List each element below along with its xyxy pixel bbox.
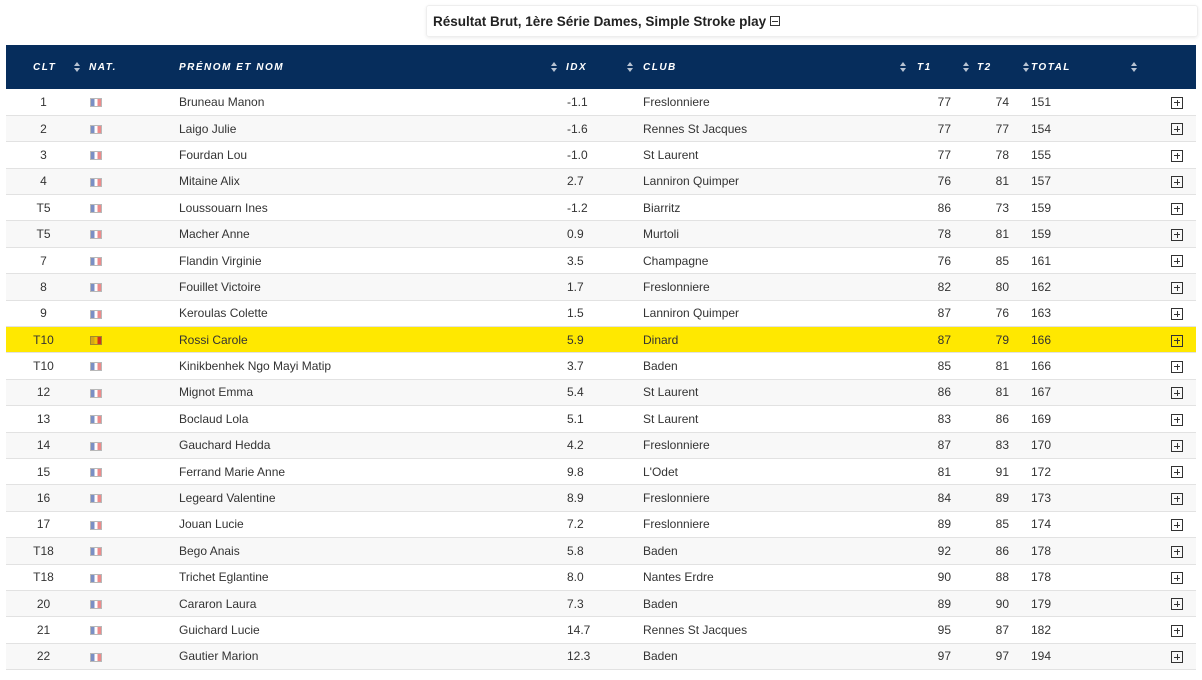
cell-t1: 76 bbox=[937, 174, 951, 189]
cell-actions bbox=[1101, 247, 1196, 273]
cell-nat bbox=[81, 247, 171, 273]
cell-t2: 91 bbox=[995, 464, 1009, 479]
expand-icon[interactable] bbox=[1171, 203, 1183, 215]
cell-name: Trichet Eglantine bbox=[179, 570, 269, 585]
table-row[interactable] bbox=[6, 221, 1196, 247]
cell-clt: 2 bbox=[40, 121, 47, 136]
cell-actions bbox=[1101, 379, 1196, 405]
cell-nat bbox=[81, 485, 171, 511]
cell-club: Murtoli bbox=[643, 227, 680, 242]
flag-icon bbox=[90, 98, 102, 107]
flag-icon bbox=[90, 547, 102, 556]
cell-clt: 1 bbox=[40, 94, 47, 109]
cell-t2: 81 bbox=[995, 359, 1009, 374]
cell-actions bbox=[1101, 485, 1196, 511]
cell-t2: 81 bbox=[995, 174, 1009, 189]
cell-nat bbox=[81, 617, 171, 643]
expand-icon[interactable] bbox=[1171, 572, 1183, 584]
cell-t2: 88 bbox=[995, 570, 1009, 585]
cell-t2: 87 bbox=[995, 623, 1009, 637]
cell-name: Fourdan Lou bbox=[179, 147, 248, 162]
expand-icon[interactable] bbox=[1171, 466, 1183, 478]
cell-club: Freslonniere bbox=[643, 94, 710, 109]
cell-total: 179 bbox=[1031, 596, 1052, 611]
cell-club: St Laurent bbox=[643, 147, 699, 162]
flag-icon bbox=[90, 230, 102, 239]
cell-total: 162 bbox=[1031, 279, 1052, 294]
cell-t1: 95 bbox=[937, 623, 951, 637]
cell-actions bbox=[1101, 511, 1196, 537]
cell-nat bbox=[81, 89, 171, 115]
table-row[interactable] bbox=[6, 643, 1196, 669]
table-row[interactable] bbox=[6, 564, 1196, 590]
cell-total: 154 bbox=[1031, 121, 1052, 136]
cell-total: 159 bbox=[1031, 200, 1052, 215]
col-header-total[interactable]: TOTAL bbox=[1031, 61, 1071, 73]
cell-total: 159 bbox=[1031, 227, 1052, 242]
cell-nat bbox=[81, 195, 171, 221]
cell-club: Biarritz bbox=[643, 200, 681, 215]
results-table bbox=[6, 45, 1196, 670]
cell-name: Guichard Lucie bbox=[179, 623, 260, 637]
flag-icon bbox=[90, 600, 102, 609]
expand-icon[interactable] bbox=[1171, 123, 1183, 135]
cell-club: Freslonniere bbox=[643, 438, 710, 453]
sort-icon[interactable] bbox=[1131, 62, 1137, 72]
cell-t1: 85 bbox=[937, 359, 951, 374]
cell-club: Baden bbox=[643, 543, 678, 558]
cell-t2: 80 bbox=[995, 279, 1009, 294]
cell-actions bbox=[1101, 590, 1196, 616]
cell-t1: 76 bbox=[937, 253, 951, 268]
cell-actions bbox=[1101, 643, 1196, 669]
cell-nat bbox=[81, 142, 171, 168]
col-header-nat[interactable]: NAT. bbox=[89, 61, 117, 73]
cell-t2: 90 bbox=[995, 596, 1009, 611]
col-header-name[interactable]: PRÉNOM ET NOM bbox=[171, 45, 557, 89]
cell-idx: 5.4 bbox=[567, 385, 584, 400]
cell-nat bbox=[81, 643, 171, 669]
cell-total: 163 bbox=[1031, 306, 1052, 321]
cell-clt: T10 bbox=[33, 359, 54, 374]
cell-t1: 90 bbox=[937, 570, 951, 585]
cell-nat bbox=[81, 327, 171, 353]
expand-icon[interactable] bbox=[1171, 255, 1183, 267]
cell-idx: 3.7 bbox=[567, 359, 584, 374]
cell-nat bbox=[81, 511, 171, 537]
cell-clt: 15 bbox=[36, 464, 51, 479]
cell-idx: 7.2 bbox=[567, 517, 584, 532]
cell-t1: 97 bbox=[937, 649, 951, 664]
cell-total: 166 bbox=[1031, 332, 1052, 347]
cell-actions bbox=[1101, 195, 1196, 221]
table-row[interactable] bbox=[6, 590, 1196, 616]
cell-t1: 84 bbox=[937, 491, 951, 506]
expand-icon[interactable] bbox=[1171, 335, 1183, 347]
cell-name: Cararon Laura bbox=[179, 596, 257, 611]
cell-club: St Laurent bbox=[643, 385, 699, 400]
cell-t1: 77 bbox=[937, 147, 951, 162]
table-row[interactable] bbox=[6, 406, 1196, 432]
flag-icon bbox=[90, 442, 102, 451]
cell-name: Keroulas Colette bbox=[179, 306, 268, 321]
cell-clt: 14 bbox=[36, 438, 51, 453]
table-row[interactable] bbox=[6, 274, 1196, 300]
cell-idx: 8.0 bbox=[567, 570, 584, 585]
expand-icon[interactable] bbox=[1171, 308, 1183, 320]
cell-t2: 86 bbox=[995, 411, 1009, 426]
cell-idx: 1.7 bbox=[567, 279, 584, 294]
cell-clt: 22 bbox=[36, 649, 51, 664]
cell-t1: 83 bbox=[937, 411, 951, 426]
flag-icon bbox=[90, 283, 102, 292]
flag-icon bbox=[90, 468, 102, 477]
cell-name: Fouillet Victoire bbox=[179, 279, 261, 294]
cell-nat bbox=[81, 353, 171, 379]
col-header-t2[interactable]: T2 bbox=[967, 45, 1027, 89]
cell-clt: 17 bbox=[36, 517, 51, 532]
cell-total: 178 bbox=[1031, 543, 1052, 558]
table-row[interactable] bbox=[6, 142, 1196, 168]
cell-t1: 86 bbox=[937, 385, 951, 400]
table-row[interactable] bbox=[6, 432, 1196, 458]
flag-icon bbox=[90, 257, 102, 266]
cell-t2: 83 bbox=[995, 438, 1009, 453]
table-row[interactable] bbox=[6, 538, 1196, 564]
cell-name: Laigo Julie bbox=[179, 121, 237, 136]
expand-icon[interactable] bbox=[1171, 651, 1183, 663]
cell-t2: 89 bbox=[995, 491, 1009, 506]
cell-idx: -1.6 bbox=[567, 121, 588, 136]
cell-total: 169 bbox=[1031, 411, 1052, 426]
expand-icon[interactable] bbox=[1171, 493, 1183, 505]
cell-nat bbox=[81, 458, 171, 484]
cell-t1: 92 bbox=[937, 543, 951, 558]
cell-t1: 81 bbox=[937, 464, 951, 479]
cell-actions bbox=[1101, 168, 1196, 194]
cell-clt: T5 bbox=[36, 200, 51, 215]
cell-clt: 4 bbox=[40, 174, 47, 189]
cell-idx: 0.9 bbox=[567, 227, 584, 242]
cell-nat bbox=[81, 115, 171, 141]
cell-total: 173 bbox=[1031, 491, 1052, 506]
cell-clt: 7 bbox=[40, 253, 47, 268]
cell-club: L'Odet bbox=[643, 464, 678, 479]
cell-actions bbox=[1101, 274, 1196, 300]
cell-club: Freslonniere bbox=[643, 279, 710, 294]
cell-total: 194 bbox=[1031, 649, 1052, 664]
expand-icon[interactable] bbox=[1171, 176, 1183, 188]
cell-total: 161 bbox=[1031, 253, 1052, 268]
cell-actions bbox=[1101, 406, 1196, 432]
cell-actions bbox=[1101, 89, 1196, 115]
cell-clt: T5 bbox=[36, 227, 51, 242]
flag-icon bbox=[90, 626, 102, 635]
cell-idx: 2.7 bbox=[567, 174, 584, 189]
cell-name: Mignot Emma bbox=[179, 385, 254, 400]
sort-icon[interactable] bbox=[627, 62, 633, 72]
flag-icon bbox=[90, 310, 102, 319]
cell-idx: 5.1 bbox=[567, 411, 584, 426]
cell-name: Ferrand Marie Anne bbox=[179, 464, 286, 479]
table-row[interactable] bbox=[6, 353, 1196, 379]
cell-t2: 77 bbox=[995, 121, 1009, 136]
table-row[interactable] bbox=[6, 458, 1196, 484]
cell-clt: 16 bbox=[36, 491, 51, 506]
expand-icon[interactable] bbox=[1171, 414, 1183, 426]
cell-actions bbox=[1101, 458, 1196, 484]
table-row[interactable] bbox=[6, 195, 1196, 221]
table-row[interactable] bbox=[6, 485, 1196, 511]
cell-idx: 8.9 bbox=[567, 491, 584, 506]
flag-icon bbox=[90, 653, 102, 662]
cell-name: Rossi Carole bbox=[179, 332, 248, 347]
cell-club: Lanniron Quimper bbox=[643, 174, 740, 189]
cell-nat bbox=[81, 168, 171, 194]
cell-idx: 12.3 bbox=[567, 649, 591, 664]
cell-nat bbox=[81, 590, 171, 616]
cell-idx: 1.5 bbox=[567, 306, 584, 321]
cell-name: Gauchard Hedda bbox=[179, 438, 271, 453]
cell-club: Freslonniere bbox=[643, 491, 710, 506]
cell-club: Baden bbox=[643, 649, 678, 664]
cell-t1: 86 bbox=[937, 200, 951, 215]
cell-t2: 97 bbox=[995, 649, 1009, 664]
cell-nat bbox=[81, 274, 171, 300]
cell-t2: 85 bbox=[995, 253, 1009, 268]
cell-actions bbox=[1101, 221, 1196, 247]
table-row[interactable] bbox=[6, 168, 1196, 194]
results-title-bar[interactable] bbox=[426, 5, 1198, 37]
cell-nat bbox=[81, 379, 171, 405]
cell-idx: 4.2 bbox=[567, 438, 584, 453]
cell-total: 167 bbox=[1031, 385, 1052, 400]
cell-actions bbox=[1101, 564, 1196, 590]
flag-icon bbox=[90, 336, 102, 345]
table-row[interactable] bbox=[6, 300, 1196, 326]
cell-t2: 79 bbox=[995, 332, 1009, 347]
cell-club: Dinard bbox=[643, 332, 679, 347]
cell-clt: 13 bbox=[36, 411, 51, 426]
cell-name: Bego Anais bbox=[179, 543, 240, 558]
flag-icon bbox=[90, 494, 102, 503]
cell-total: 151 bbox=[1031, 94, 1052, 109]
cell-actions bbox=[1101, 115, 1196, 141]
cell-actions bbox=[1101, 300, 1196, 326]
cell-nat bbox=[81, 538, 171, 564]
cell-nat bbox=[81, 221, 171, 247]
cell-t2: 78 bbox=[995, 147, 1009, 162]
cell-club: St Laurent bbox=[643, 411, 699, 426]
cell-t2: 81 bbox=[995, 385, 1009, 400]
cell-t1: 78 bbox=[937, 227, 951, 242]
cell-t1: 89 bbox=[937, 517, 951, 532]
expand-icon[interactable] bbox=[1171, 598, 1183, 610]
col-header-club[interactable]: CLUB bbox=[635, 45, 905, 89]
cell-name: Loussouarn Ines bbox=[179, 200, 268, 215]
cell-name: Flandin Virginie bbox=[179, 253, 262, 268]
cell-t2: 86 bbox=[995, 543, 1009, 558]
expand-icon[interactable] bbox=[1171, 97, 1183, 109]
cell-name: Macher Anne bbox=[179, 227, 250, 242]
table-row[interactable] bbox=[6, 247, 1196, 273]
col-header-idx[interactable]: IDX bbox=[557, 45, 635, 89]
collapse-icon[interactable] bbox=[770, 16, 780, 26]
cell-idx: -1.0 bbox=[567, 147, 588, 162]
cell-actions bbox=[1101, 432, 1196, 458]
flag-icon bbox=[90, 151, 102, 160]
expand-icon[interactable] bbox=[1171, 519, 1183, 531]
cell-total: 172 bbox=[1031, 464, 1052, 479]
cell-t1: 77 bbox=[937, 94, 951, 109]
cell-actions bbox=[1101, 353, 1196, 379]
flag-icon bbox=[90, 415, 102, 424]
cell-actions bbox=[1101, 142, 1196, 168]
cell-nat bbox=[81, 406, 171, 432]
cell-idx: 5.8 bbox=[567, 543, 584, 558]
sort-icon[interactable] bbox=[74, 62, 80, 72]
cell-clt: 20 bbox=[36, 596, 51, 611]
cell-t2: 74 bbox=[995, 94, 1009, 109]
table-row[interactable] bbox=[6, 617, 1196, 643]
col-header-clt[interactable]: CLT bbox=[6, 45, 81, 89]
cell-total: 155 bbox=[1031, 147, 1052, 162]
results-title: Résultat Brut, 1ère Série Dames, Simple Stroke play bbox=[433, 13, 767, 29]
cell-name: Gautier Marion bbox=[179, 649, 259, 664]
cell-clt: 12 bbox=[36, 385, 51, 400]
table-row[interactable] bbox=[6, 115, 1196, 141]
cell-t1: 87 bbox=[937, 438, 951, 453]
cell-total: 170 bbox=[1031, 438, 1052, 453]
cell-actions bbox=[1101, 327, 1196, 353]
cell-t2: 76 bbox=[995, 306, 1009, 321]
cell-name: Kinikbenhek Ngo Mayi Matip bbox=[179, 359, 332, 374]
cell-club: Champagne bbox=[643, 253, 709, 268]
cell-nat bbox=[81, 300, 171, 326]
cell-total: 166 bbox=[1031, 359, 1052, 374]
cell-club: Nantes Erdre bbox=[643, 570, 714, 585]
cell-clt: 9 bbox=[40, 306, 47, 321]
cell-t1: 89 bbox=[937, 596, 951, 611]
expand-icon[interactable] bbox=[1171, 440, 1183, 452]
cell-total: 178 bbox=[1031, 570, 1052, 585]
flag-icon bbox=[90, 125, 102, 134]
cell-t2: 85 bbox=[995, 517, 1009, 532]
cell-t1: 87 bbox=[937, 306, 951, 321]
cell-club: Rennes St Jacques bbox=[643, 121, 748, 136]
table-header-row bbox=[6, 45, 1196, 89]
cell-idx: 7.3 bbox=[567, 596, 584, 611]
cell-t1: 82 bbox=[937, 279, 951, 294]
cell-actions bbox=[1101, 538, 1196, 564]
expand-icon[interactable] bbox=[1171, 229, 1183, 241]
cell-clt: 3 bbox=[40, 147, 47, 162]
expand-icon[interactable] bbox=[1171, 282, 1183, 294]
cell-total: 174 bbox=[1031, 517, 1052, 532]
cell-t2: 73 bbox=[995, 200, 1009, 215]
cell-idx: 14.7 bbox=[567, 623, 591, 637]
cell-clt: T18 bbox=[33, 570, 54, 585]
flag-icon bbox=[90, 362, 102, 371]
cell-t1: 87 bbox=[937, 332, 951, 347]
cell-clt: T10 bbox=[33, 332, 54, 347]
cell-clt: T18 bbox=[33, 543, 54, 558]
cell-club: Freslonniere bbox=[643, 517, 710, 532]
expand-icon[interactable] bbox=[1171, 625, 1183, 637]
cell-idx: 5.9 bbox=[567, 332, 584, 347]
cell-idx: 9.8 bbox=[567, 464, 584, 479]
cell-nat bbox=[81, 432, 171, 458]
table-row[interactable] bbox=[6, 89, 1196, 115]
cell-clt: 21 bbox=[36, 623, 51, 637]
cell-name: Boclaud Lola bbox=[179, 411, 249, 426]
cell-total: 182 bbox=[1031, 623, 1052, 637]
cell-club: Rennes St Jacques bbox=[643, 623, 748, 637]
col-header-t1[interactable]: T1 bbox=[905, 45, 967, 89]
table-row[interactable] bbox=[6, 511, 1196, 537]
col-header-actions[interactable] bbox=[1101, 45, 1196, 89]
cell-idx: 3.5 bbox=[567, 253, 584, 268]
cell-club: Lanniron Quimper bbox=[643, 306, 740, 321]
table-row[interactable] bbox=[6, 327, 1196, 353]
flag-icon bbox=[90, 574, 102, 583]
flag-icon bbox=[90, 389, 102, 398]
cell-name: Mitaine Alix bbox=[179, 174, 240, 189]
cell-club: Baden bbox=[643, 596, 678, 611]
cell-clt: 8 bbox=[40, 279, 47, 294]
cell-t2: 81 bbox=[995, 227, 1009, 242]
flag-icon bbox=[90, 178, 102, 187]
expand-icon[interactable] bbox=[1171, 387, 1183, 399]
flag-icon bbox=[90, 521, 102, 530]
expand-icon[interactable] bbox=[1171, 361, 1183, 373]
cell-name: Bruneau Manon bbox=[179, 94, 265, 109]
cell-total: 157 bbox=[1031, 174, 1052, 189]
cell-name: Jouan Lucie bbox=[179, 517, 244, 532]
expand-icon[interactable] bbox=[1171, 150, 1183, 162]
cell-name: Legeard Valentine bbox=[179, 491, 276, 506]
flag-icon bbox=[90, 204, 102, 213]
cell-club: Baden bbox=[643, 359, 678, 374]
cell-idx: -1.1 bbox=[567, 94, 588, 109]
cell-actions bbox=[1101, 617, 1196, 643]
table-row[interactable] bbox=[6, 379, 1196, 405]
cell-t1: 77 bbox=[937, 121, 951, 136]
cell-idx: -1.2 bbox=[567, 200, 588, 215]
expand-icon[interactable] bbox=[1171, 546, 1183, 558]
cell-nat bbox=[81, 564, 171, 590]
